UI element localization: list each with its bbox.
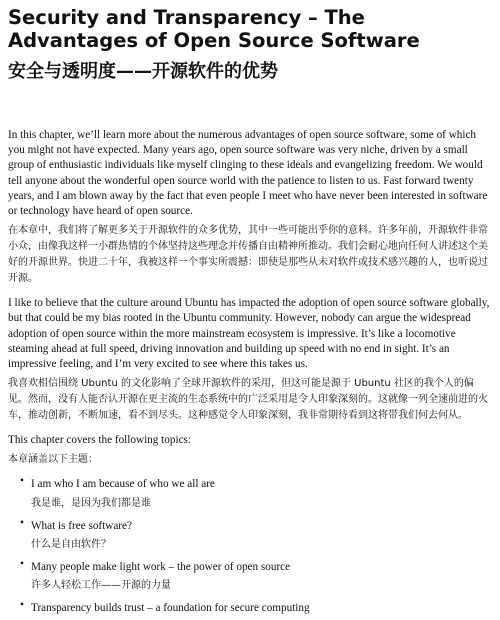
topic-chinese: 我是谁，是因为我们都是谁 bbox=[31, 497, 151, 509]
topic-english: Many people make light work – the power of open source bbox=[31, 560, 291, 573]
topic-item bbox=[8, 557, 492, 594]
bullet-icon: • bbox=[20, 516, 24, 529]
topic-item bbox=[8, 516, 492, 553]
topics-intro-chinese: 本章涵盖以下主题： bbox=[8, 454, 98, 466]
paragraph-2-chinese: 我喜欢相信围绕 Ubuntu 的文化影响了全球开源软件的采用，但这可能是源于 Ubuntu 社区的我个人的偏见。然而，没有人能否认开源在更主流的生态系统中的广泛采用是令人印象深刻的。这就像一列全速前进的火车，推动创新，不断加速，看不到尽头。这种感觉令人印象深刻，我非常期待看到这将带我们何去何从。 bbox=[8, 378, 488, 422]
paragraph-2-english: I like to believe that the culture around Ubuntu has impacted the adoption of open source software globally, but that could be my bias rooted in the Ubuntu community. However, nobody can argue the widespread adoption of open source within the more mainstream ecosystem is impressive. It’s like a locomotive steaming ahead at full speed, driving innovation and building up speed with no end in sight. It’s an impressive feeling, and I’m very excited to see where this takes us. bbox=[8, 297, 490, 371]
chapter-title: Security and Transparency – The Advantages of Open Source Software bbox=[8, 6, 420, 52]
chapter-title-chinese: 安全与透明度——开源软件的优势 bbox=[8, 61, 278, 82]
topic-english: I am who I am because of who we all are bbox=[31, 478, 215, 491]
bullet-icon: • bbox=[20, 599, 24, 612]
topic-english: Transparency builds trust – a foundation for secure computing bbox=[31, 602, 310, 615]
topics-intro-english: This chapter covers the following topics: bbox=[8, 434, 191, 447]
topic-item bbox=[8, 598, 492, 616]
document-page bbox=[8, 6, 492, 620]
paragraph-1-english: In this chapter, we’ll learn more about the numerous advantages of open source software, some of which you might not have expected. Many years ago, open source software was very niche, driven by a small group of enthusiastic individuals like myself clinging to these ideals and evangelizing freedom. We would tell anyone about the wonderful open source world with the patience to listen to us. Fast forward twenty years, and I am blown away by the fact that even people I meet who have never been interested in software or technology have heard of open source. bbox=[8, 129, 488, 218]
paragraph-1-chinese: 在本章中，我们将了解更多关于开源软件的众多优势，其中一些可能出乎你的意料。许多年前，开源软件非常小众，由像我这样一小群热情的个体坚持这些理念并传播自由精神所推动。我们会耐心地向任何人讲述这个美好的开源世界。快进二十年，我被这样一个事实所震撼：即使是那些从未对软件或技术感兴趣的人，也听说过开源。 bbox=[8, 225, 488, 285]
bullet-icon: • bbox=[20, 475, 24, 488]
topic-chinese: 许多人轻松工作——开源的力量 bbox=[31, 580, 171, 592]
topic-item bbox=[8, 474, 492, 511]
bullet-icon: • bbox=[20, 557, 24, 570]
topics-list bbox=[8, 474, 492, 616]
topic-english: What is free software? bbox=[31, 519, 132, 532]
topic-chinese: 什么是自由软件？ bbox=[31, 538, 111, 550]
